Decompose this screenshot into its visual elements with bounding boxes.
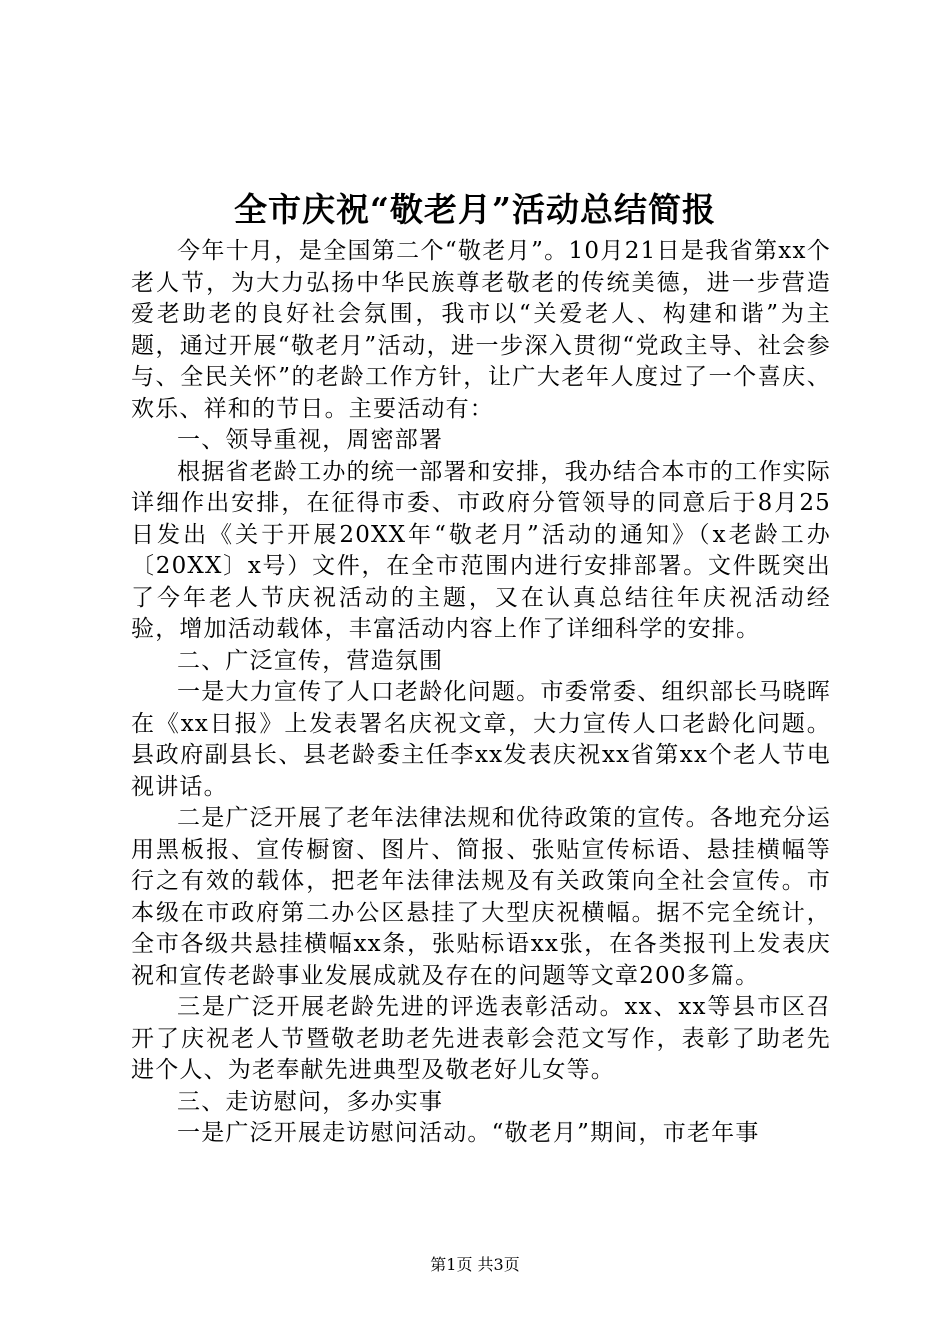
page-title: 全市庆祝“敬老月”活动总结简报: [234, 190, 716, 229]
section-heading-2: 二、广泛宣传，营造氛围: [177, 647, 444, 674]
section-2-paragraph-2: 二是广泛开展了老年法律法规和优待政策的宣传。各地充分运用黑板报、宣传橱窗、图片、简报、张贴宣传标语、悬挂横幅等行之有效的载体，把老年法律法规及有关政策向全社会宣传。市本级在市政府第二办公区悬挂了大型庆祝横幅。据不完全统计，全市各级共悬挂横幅xx条，张贴标语xx张，在各类报刊上发表庆祝和宣传老龄事业发展成就及存在的问题等文章200多篇。: [131, 805, 831, 989]
section-2-paragraph-3: 三是广泛开展老龄先进的评选表彰活动。xx、xx等县市区召开了庆祝老人节暨敬老助老先进表彰会范文写作，表彰了助老先进个人、为老奉献先进典型及敬老好儿女等。: [131, 994, 831, 1083]
intro-paragraph: 今年十月，是全国第二个“敬老月”。10月21日是我省第xx个老人节，为大力弘扬中华民族尊老敬老的传统美德，进一步营造爱老助老的良好社会氛围，我市以“关爱老人、构建和谐”为主题，通过开展“敬老月”活动，进一步深入贯彻“党政主导、社会参与、全民关怀”的老龄工作方针，让广大老年人度过了一个喜庆、欢乐、祥和的节日。主要活动有：: [131, 238, 831, 422]
section-heading-3: 三、走访慰问，多办实事: [177, 1088, 444, 1115]
section-3-paragraph-1: 一是广泛开展走访慰问活动。“敬老月”期间，市老年事: [177, 1120, 760, 1146]
section-heading-1: 一、领导重视，周密部署: [177, 427, 444, 453]
document-body: [131, 236, 831, 1150]
section-1-paragraph: 根据省老龄工办的统一部署和安排，我办结合本市的工作实际详细作出安排，在征得市委、市政府分管领导的同意后于8月25日发出《关于开展20XX年“敬老月”活动的通知》（x老龄工办〔20XX〕x号）文件，在全市范围内进行安排部署。文件既突出了今年老人节庆祝活动的主题，又在认真总结往年庆祝活动经验，增加活动载体，丰富活动内容上作了详细科学的安排。: [131, 458, 831, 642]
page-footer: 第1页 共3页: [430, 1255, 520, 1274]
section-2-paragraph-1: 一是大力宣传了人口老龄化问题。市委常委、组织部长马晓晖在《xx日报》上发表署名庆祝文章，大力宣传人口老龄化问题。县政府副县长、县老龄委主任李xx发表庆祝xx省第xx个老人节电视讲话。: [131, 679, 831, 800]
